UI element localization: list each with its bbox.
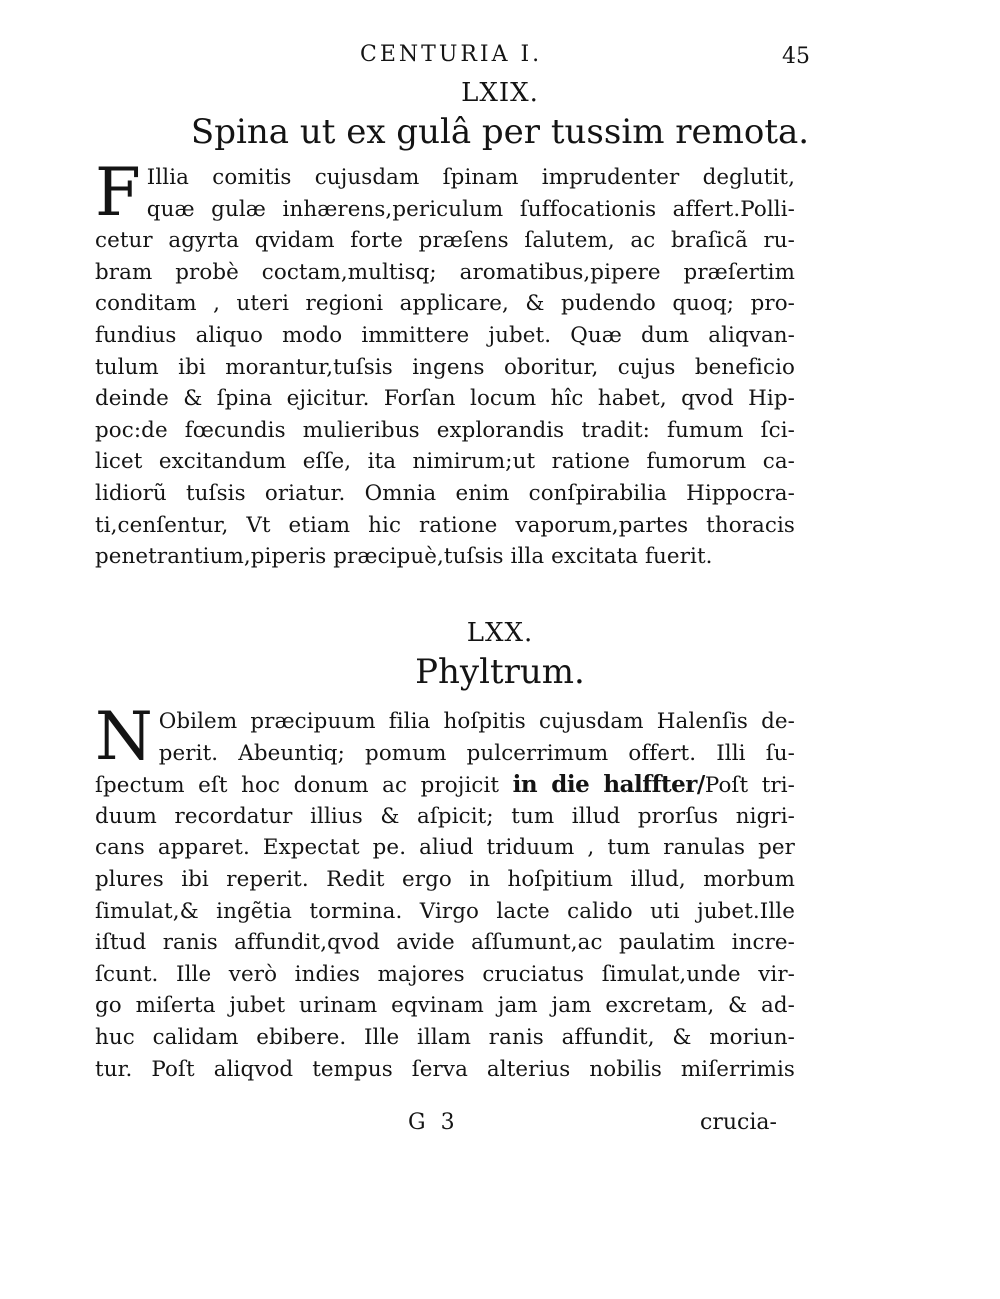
paragraph-line: cans apparet. Expectat pe. aliud triduum , tum ranulas per <box>95 835 795 861</box>
section-70-drop-initial: N <box>95 698 153 775</box>
section-70-number: LXX. <box>466 618 534 648</box>
paragraph-line: conditam , uteri regioni applicare, & pudendo quoq; pro- <box>95 291 795 317</box>
paragraph-line: plures ibi reperit. Redit ergo in hoſpitium illud, morbum <box>95 866 795 892</box>
paragraph-line: go miſerta jubet urinam eqvinam jam jam excretam, & ad- <box>95 993 795 1019</box>
paragraph-line: penetrantium,piperis præcipuè,tuſsis illa excitata fuerit. <box>95 544 713 570</box>
section-69-paragraph <box>95 154 795 573</box>
section-70-paragraph <box>95 698 795 1085</box>
paragraph-line: fundius aliquo modo immittere jubet. Quæ dum aliqvan- <box>95 322 795 348</box>
section-69-drop-initial: F <box>95 154 141 231</box>
paragraph-line: poc:de fœcundis mulieribus explorandis tradit: fumum ſci- <box>95 417 795 443</box>
paragraph-line: Obilem præcipuum filia hoſpitis cujusdam Halenſis de- <box>158 709 795 734</box>
printer-signature: G 3 <box>408 1110 459 1135</box>
paragraph-line: perit. Abeuntiq; pomum pulcerrimum offert. Illi ſu- <box>158 740 795 766</box>
paragraph-line: ti,cenſentur, Vt etiam hic ratione vaporum,partes thoracis <box>95 512 795 538</box>
paragraph-line: tur. Poſt aliqvod tempus ſerva alterius nobilis miſerrimis <box>95 1056 795 1082</box>
paragraph-line: quæ gulæ inhærens,periculum ſuffocationis affert.Polli- <box>146 196 795 222</box>
paragraph-line: lidiorũ tuſsis oriatur. Omnia enim conſpirabilia Hippocra- <box>95 480 795 506</box>
paragraph-line: bram probè coctam,multisq; aromatibus,pipere præſertim <box>95 259 795 285</box>
paragraph-line: Illia comitis cujusdam ſpinam imprudenter deglutit, <box>146 165 795 190</box>
page-number: 45 <box>782 44 810 69</box>
paragraph-line: ſcunt. Ille verò indies majores cruciatus ſimulat,unde vir- <box>95 961 795 987</box>
latin-text: ſpectum eſt hoc donum ac projicit <box>95 773 513 799</box>
section-70-title: Phyltrum. <box>415 652 585 692</box>
paragraph-line: tulum ibi morantur,tuſsis ingens oboritur, cujus beneficio <box>95 354 795 380</box>
paragraph-line: iſtud ranis affundit,qvod avide aſſumunt,ac paulatim incre- <box>95 930 795 956</box>
paragraph-line: ſimulat,& ingẽtia tormina. Virgo lacte calido uti jubet.Ille <box>95 898 795 924</box>
latin-text: Poſt tri- <box>704 773 795 799</box>
paragraph-line <box>95 769 795 801</box>
section-69-title: Spina ut ex gulâ per tussim remota. <box>190 112 810 152</box>
running-head: CENTURIA I. <box>360 42 543 67</box>
german-blackletter-phrase: in die halffter/ <box>512 771 705 799</box>
catchword: crucia- <box>700 1110 777 1135</box>
paragraph-line: duum recordatur illius & aſpicit; tum illud prorſus nigri- <box>95 803 795 829</box>
section-69-number: LXIX. <box>461 78 539 108</box>
paragraph-line: licet excitandum eſſe, ita nimirum;ut ratione fumorum ca- <box>95 449 795 475</box>
paragraph-line: huc calidam ebibere. Ille illam ranis affundit, & moriun- <box>95 1024 795 1050</box>
paragraph-line: cetur agyrta qvidam forte præſens ſalutem, ac braſicã ru- <box>95 228 795 254</box>
paragraph-line: deinde & ſpina ejicitur. Forſan locum hîc habet, qvod Hip- <box>95 386 795 412</box>
